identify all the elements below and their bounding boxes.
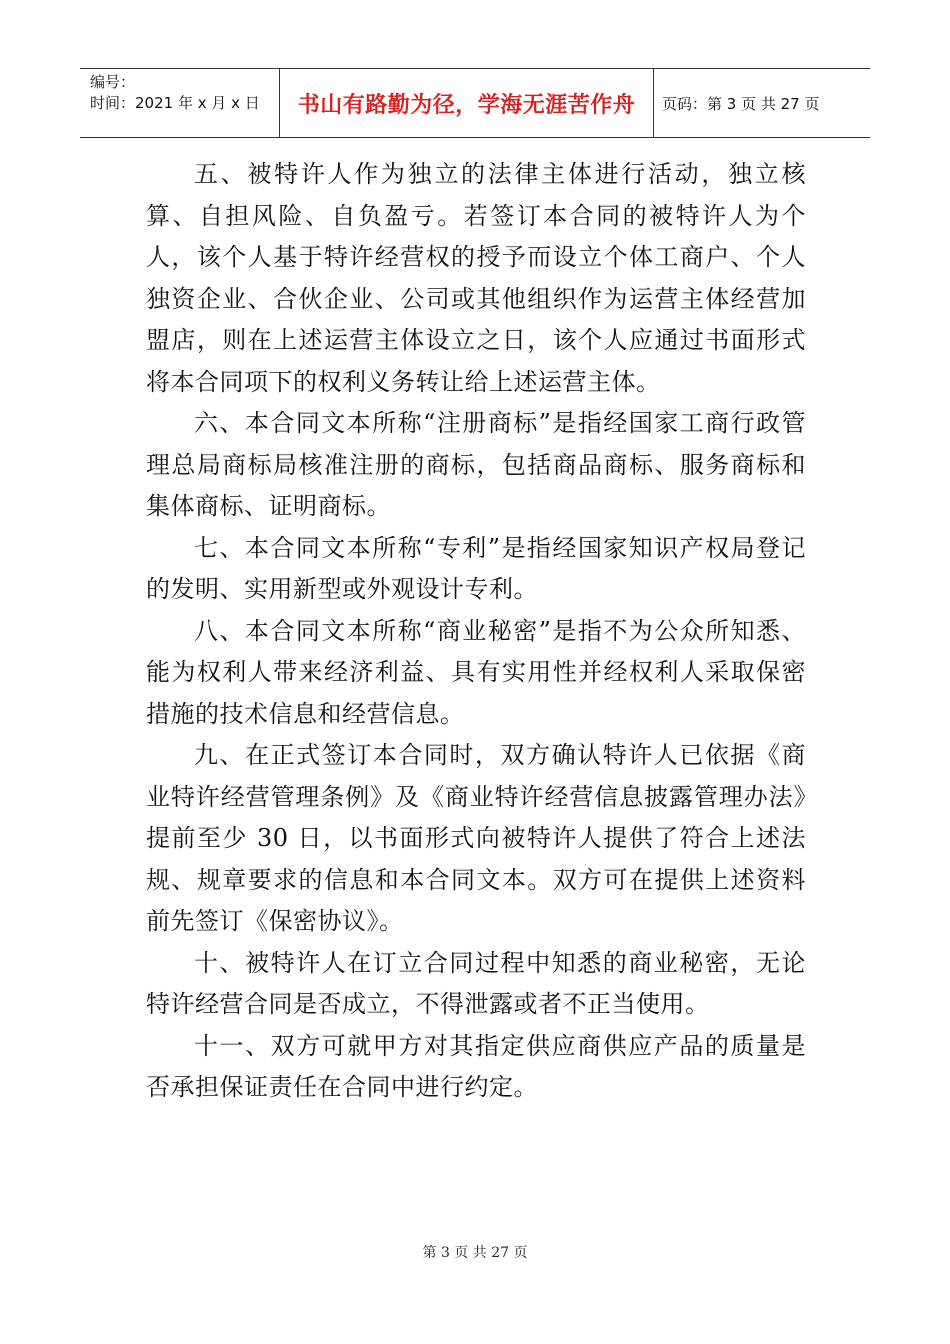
paragraph-11: 十一、双方可就甲方对其指定供应商供应产品的质量是否承担保证责任在合同中进行约定。 (146, 1031, 806, 1101)
paragraph-9: 九、在正式签订本合同时，双方确认特许人已依据《商业特许经营管理条例》及《商业特许经营信息披露管理办法》提前至少 30 日，以书面形式向被特许人提供了符合上述法规、规章要求的信息和本合同文本。双方可在提供上述资料前先签订《保密协议》。 (146, 741, 806, 935)
paragraph-5: 五、被特许人作为独立的法律主体进行活动，独立核算、自担风险、自负盈亏。若签订本合同的被特许人为个人，该个人基于特许经营权的授予而设立个体工商户、个人独资企业、合伙企业、公司或其他组织作为运营主体经营加盟店，则在上述运营主体设立之日，该个人应通过书面形式将本合同项下的权利义务转让给上述运营主体。 (146, 160, 806, 396)
document-body (146, 154, 806, 1109)
page-header (80, 68, 870, 138)
header-meta (80, 69, 280, 137)
paragraph-6: 六、本合同文本所称“注册商标”是指经国家工商行政管理总局商标局核准注册的商标，包括商品商标、服务商标和集体商标、证明商标。 (146, 409, 806, 520)
date-label: 时间：2021 年 x 月 x 日 (90, 94, 260, 112)
page-footer: 第 3 页 共 27 页 (422, 1245, 528, 1261)
code-label: 编号： (90, 73, 136, 91)
paragraph-8: 八、本合同文本所称“商业秘密”是指不为公众所知悉、能为权利人带来经济利益、具有实用性并经权利人采取保密措施的技术信息和经营信息。 (146, 616, 806, 728)
paragraph-7: 七、本合同文本所称“专利”是指经国家知识产权局登记的发明、实用新型或外观设计专利。 (146, 533, 806, 603)
paragraph-10: 十、被特许人在订立合同过程中知悉的商业秘密，无论特许经营合同是否成立，不得泄露或者不正当使用。 (146, 948, 806, 1018)
header-page-info: 页码：第 3 页 共 27 页 (662, 94, 820, 113)
header-motto: 书山有路勤为径，学海无涯苦作舟 (280, 69, 654, 137)
